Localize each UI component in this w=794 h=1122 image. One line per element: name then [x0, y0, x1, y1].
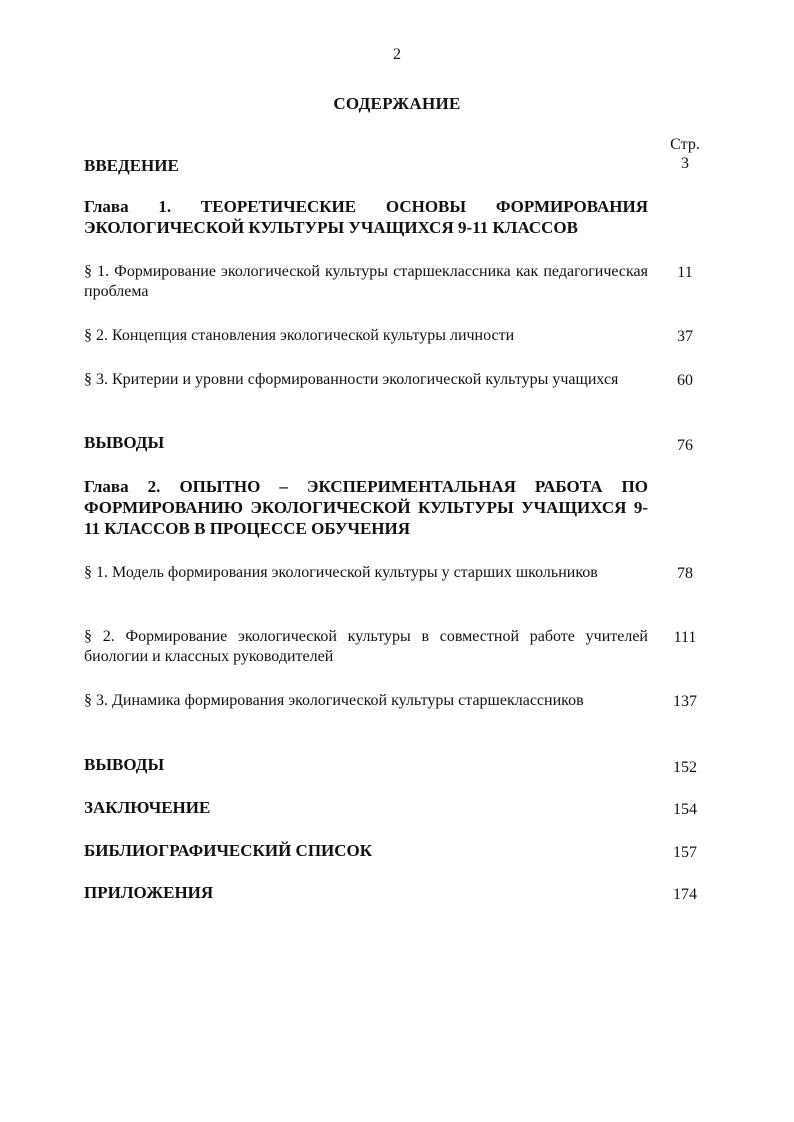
toc-chapter-1	[84, 196, 648, 238]
toc-entry-label: БИБЛИОГРАФИЧЕСКИЙ СПИСОК	[84, 841, 373, 860]
toc-chapter-label: Глава 1. ТЕОРЕТИЧЕСКИЕ ОСНОВЫ ФОРМИРОВАНИЯ ЭКОЛОГИЧЕСКОЙ КУЛЬТУРЫ УЧАЩИХСЯ 9-11 КЛАССОВ	[84, 197, 648, 237]
toc-chapter-2	[84, 476, 648, 539]
toc-page-number: 157	[673, 844, 697, 861]
toc-page-number: 174	[673, 886, 697, 903]
toc-bibliography	[84, 840, 648, 861]
toc-page-number: 78	[677, 565, 693, 582]
toc-section-2-3	[84, 691, 648, 711]
toc-page-number: 111	[673, 629, 697, 646]
page-title: СОДЕРЖАНИЕ	[333, 94, 461, 113]
toc-section-1-3	[84, 370, 648, 390]
toc-entry-label: ВВЕДЕНИЕ	[84, 156, 179, 175]
toc-page-number: 60	[677, 372, 693, 389]
toc-page-number: 154	[673, 801, 697, 818]
toc-entry-label: ЗАКЛЮЧЕНИЕ	[84, 798, 211, 817]
toc-chapter-label: Глава 2. ОПЫТНО – ЭКСПЕРИМЕНТАЛЬНАЯ РАБОТА ПО ФОРМИРОВАНИЮ ЭКОЛОГИЧЕСКОЙ КУЛЬТУРЫ УЧАЩИХСЯ 9-11 КЛАССОВ В ПРОЦЕССЕ ОБУЧЕНИЯ	[84, 477, 648, 538]
toc-page-number: 152	[673, 759, 697, 776]
toc-conclusions-2	[84, 754, 648, 775]
toc-section-label: § 1. Модель формирования экологической культуры у старших школьников	[84, 564, 598, 581]
toc-page-number: 76	[677, 437, 693, 454]
page-column-label: Стр.	[670, 136, 700, 153]
toc-section-2-1	[84, 563, 648, 583]
toc-entry-label: ПРИЛОЖЕНИЯ	[84, 883, 214, 902]
toc-section-label: § 2. Концепция становления экологической культуры личности	[84, 327, 515, 344]
toc-section-label: § 1. Формирование экологической культуры старшеклассника как педагогическая проблема	[84, 263, 648, 300]
toc-entry-label: ВЫВОДЫ	[84, 433, 165, 452]
toc-entry-label: ВЫВОДЫ	[84, 755, 165, 774]
page-number: 2	[393, 46, 401, 63]
toc-appendices	[84, 882, 648, 903]
toc-section-2-2	[84, 627, 648, 667]
toc-page-number: 137	[673, 693, 697, 710]
toc-page-number: 11	[677, 264, 693, 281]
toc-page-number: 37	[677, 328, 693, 345]
toc-section-1-1	[84, 262, 648, 302]
toc-conclusions-1	[84, 432, 648, 453]
toc-page-number: 3	[681, 155, 689, 172]
toc-section-label: § 3. Критерии и уровни сформированности экологической культуры учащихся	[84, 371, 619, 388]
page-column-header	[662, 135, 708, 154]
toc-section-label: § 2. Формирование экологической культуры в совместной работе учителей биологии и классных руководителей	[84, 628, 648, 665]
toc-conclusion	[84, 797, 648, 818]
toc-entry-intro	[84, 155, 648, 176]
toc-section-1-2	[84, 326, 648, 346]
toc-section-label: § 3. Динамика формирования экологической культуры старшеклассников	[84, 692, 584, 709]
